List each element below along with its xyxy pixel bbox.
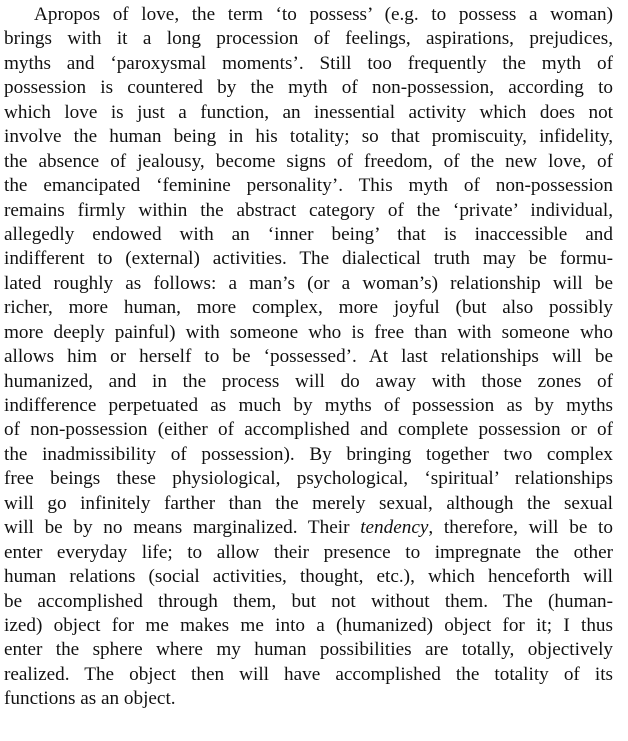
emphasized-word: tendency	[360, 517, 429, 539]
text-line: enter everyday life; to allow their presence to impregnate the other	[4, 541, 613, 563]
text-line: functions as an object.	[4, 688, 176, 710]
body-paragraph	[4, 3, 613, 712]
text-line: free beings these physiological, psychological, ‘spiritual’ relationships	[4, 468, 613, 490]
text-line: of non-possession (either of accomplished and complete possession or of	[4, 419, 613, 441]
text-line: lated roughly as follows: a man’s (or a woman’s) relationship will be	[4, 272, 613, 294]
text-line: realized. The object then will have accomplished the totality of its	[4, 663, 613, 685]
text-line: enter the sphere where my human possibilities are totally, objectively	[4, 639, 613, 661]
text-line: remains firmly within the abstract category of the ‘private’ individual,	[4, 199, 613, 221]
text-line: richer, more human, more complex, more joyful (but also possibly	[4, 297, 613, 319]
text-line: brings with it a long procession of feelings, aspirations, prejudices,	[4, 28, 613, 50]
text-line: indifferent to (external) activities. The dialectical truth may be formu-	[4, 248, 613, 270]
text-line: the absence of jealousy, become signs of freedom, of the new love, of	[4, 150, 613, 172]
text-line: humanized, and in the process will do away with those zones of	[4, 370, 613, 392]
text-line: which love is just a function, an inessential activity which does not	[4, 101, 613, 123]
document-page	[4, 3, 613, 712]
text-line: the inadmissibility of possession). By bringing together two complex	[4, 443, 613, 465]
text-line-with-emphasis	[4, 516, 613, 540]
text-line: will go infinitely farther than the merely sexual, although the sexual	[4, 492, 613, 514]
text-line: more deeply painful) with someone who is free than with someone who	[4, 321, 613, 343]
text-segment: , therefore, will be to	[428, 517, 613, 539]
text-segment: will be by no means marginalized. Their	[4, 517, 361, 539]
text-line: involve the human being in his totality; so that promiscuity, infidelity,	[4, 126, 613, 148]
text-line: possession is countered by the myth of non-possession, according to	[4, 77, 613, 99]
text-line: the emancipated ‘feminine personality’. This myth of non-possession	[4, 175, 613, 197]
text-line: ized) object for me makes me into a (humanized) object for it; I thus	[4, 614, 613, 636]
text-line: human relations (social activities, thought, etc.), which henceforth will	[4, 566, 613, 588]
text-line: allegedly endowed with an ‘inner being’ that is inaccessible and	[4, 223, 613, 245]
text-line: myths and ‘paroxysmal moments’. Still too frequently the myth of	[4, 52, 613, 74]
text-line: allows him or herself to be ‘possessed’. At last relationships will be	[4, 346, 613, 368]
text-line: indifference perpetuated as much by myths of possession as by myths	[4, 395, 613, 416]
text-line: Apropos of love, the term ‘to possess’ (e.g. to possess a woman)	[34, 4, 613, 25]
text-line: be accomplished through them, but not without them. The (human-	[4, 590, 613, 612]
